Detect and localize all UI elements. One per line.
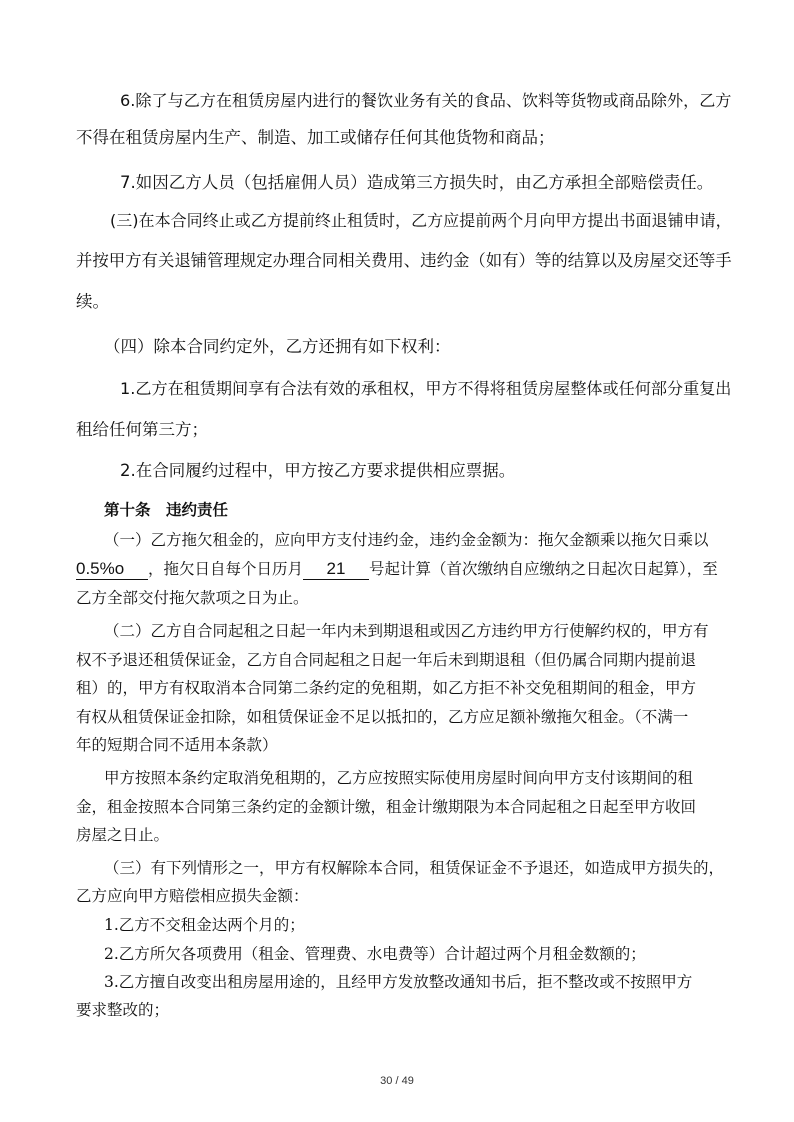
right1-line1: 1.乙方在租赁期间享有合法有效的承租权，甲方不得将租赁房屋整体或任何部分重复出 (120, 379, 732, 398)
para4-heading: （四）除本合同约定外，乙方还拥有如下权利： (104, 337, 451, 356)
para3-line3: 续。 (76, 292, 109, 311)
article10-p2-line2: 权不予退还租赁保证金，乙方自合同起租之日起一年后未到期退租（但仍属合同期内提前退 (76, 651, 697, 669)
condition-3-line2: 要求整改的； (76, 1001, 170, 1019)
article10-p2-line3: 租）的，甲方有权取消本合同第二条约定的免租期，如乙方拒不补交免租期间的租金，甲方 (76, 679, 697, 697)
article10-p2-line5: 年的短期合同不适用本条款） (76, 736, 278, 754)
item6-line2: 不得在租赁房屋内生产、制造、加工或储存任何其他货物和商品； (76, 128, 555, 147)
article10-p3-line2: 金，租金按照本合同第三条约定的金额计缴，租金计缴期限为本合同起租之日起至甲方收回 (76, 798, 697, 816)
article10-p4-line1: （三）有下列情形之一，甲方有权解除本合同，租赁保证金不予退还，如造成甲方损失的， (104, 859, 725, 877)
condition-3-line1: 3.乙方擅自改变出租房屋用途的，且经甲方发放整改通知书后，拒不整改或不按照甲方 (104, 973, 693, 991)
article10-p1-line1: （一）乙方拖欠租金的，应向甲方支付违约金，违约金金额为：拖欠金额乘以拖欠日乘以 (104, 531, 709, 549)
article10-p1-mid: ，拖欠日自每个日历月 (148, 560, 304, 578)
article10-p1-line3: 乙方全部交付拖欠款项之日为止。 (76, 589, 309, 607)
article10-title: 第十条 违约责任 (104, 501, 229, 519)
condition-1: 1.乙方不交租金达两个月的； (104, 916, 305, 934)
article10-p2-line1: （二）乙方自合同起租之日起一年内未到期退租或因乙方违约甲方行使解约权的，甲方有 (104, 622, 709, 640)
item7: 7.如因乙方人员（包括雇佣人员）造成第三方损失时，由乙方承担全部赔偿责任。 (120, 173, 714, 192)
right1-line2: 租给任何第三方； (76, 420, 208, 439)
item6-line1: 6.除了与乙方在租赁房屋内进行的餐饮业务有关的食品、饮料等货物或商品除外，乙方 (120, 91, 732, 110)
right2: 2.在合同履约过程中，甲方按乙方要求提供相应票据。 (120, 461, 516, 480)
penalty-rate-field: 0.5%o (76, 559, 148, 580)
article10-p4-line2: 乙方应向甲方赔偿相应损失金额： (76, 887, 309, 905)
article10-p3-line1: 甲方按照本条约定取消免租期的，乙方应按照实际使用房屋时间向甲方支付该期间的租 (104, 769, 694, 787)
article10-p2-line4: 有权从租赁保证金扣除，如租赁保证金不足以抵扣的，乙方应足额补缴拖欠租金。（不满一 (76, 708, 689, 726)
para3-line1: (三)在本合同终止或乙方提前终止租赁时，乙方应提前两个月向甲方提出书面退铺申请， (110, 211, 732, 230)
start-day-field: 21 (303, 559, 369, 580)
para3-line2: 并按甲方有关退铺管理规定办理合同相关费用、违约金（如有）等的结算以及房屋交还等手 (76, 251, 732, 270)
article10-p1-line2 (76, 558, 718, 580)
page-number: 30 / 49 (380, 1075, 414, 1087)
article10-p3-line3: 房屋之日止。 (76, 826, 170, 844)
article10-p1-end: 号起计算（首次缴纳自应缴纳之日起次日起算），至 (369, 560, 718, 578)
condition-2: 2.乙方所欠各项费用（租金、管理费、水电费等）合计超过两个月租金数额的； (104, 945, 646, 963)
